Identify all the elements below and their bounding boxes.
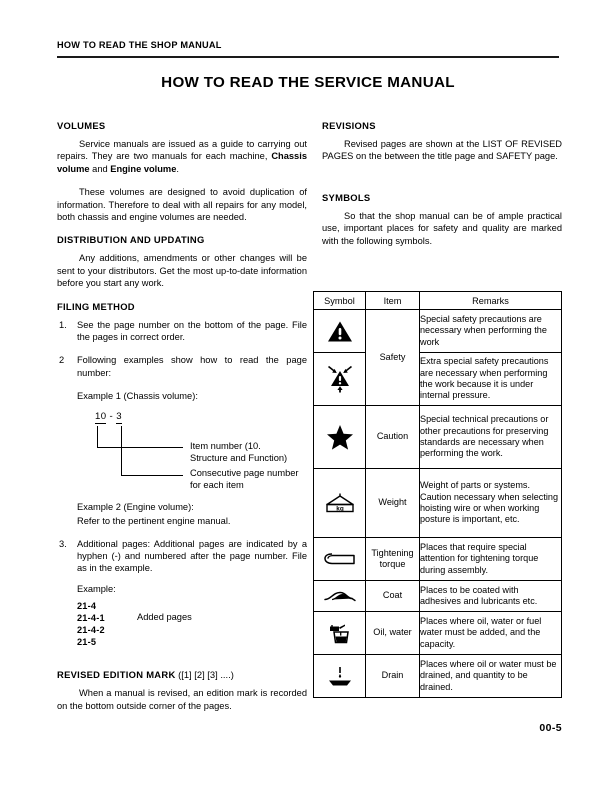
filing-method-steps — [57, 319, 307, 380]
symbols-paragraph-1: So that the shop manual can be of ample practical use, important places for safety and quality are marked with the following symbols. — [322, 210, 562, 246]
column-header-remarks: Remarks — [420, 292, 562, 310]
page-number-folio: 00-5 — [539, 722, 562, 734]
symbols-table-header-row — [314, 292, 562, 310]
leader-hline-item — [97, 447, 183, 448]
example-2-text: Refer to the pertinent engine manual. — [77, 516, 231, 527]
column-header-symbol: Symbol — [314, 292, 366, 310]
table-row — [314, 581, 562, 612]
coat-brush-icon — [314, 581, 365, 611]
item-cell-weight: Weight — [366, 469, 420, 538]
item-cell-drain: Drain — [366, 655, 420, 698]
example-page-number: 21-4-2 — [77, 624, 105, 635]
left-column — [57, 120, 307, 723]
filing-step-1 — [59, 319, 307, 344]
table-row — [314, 406, 562, 469]
volumes-p1-text-e: . — [176, 163, 179, 174]
volumes-paragraph-1 — [57, 138, 307, 175]
filing-step-2-text: Following examples show how to read the page number: — [77, 355, 307, 378]
symbol-cell-oil-water — [314, 612, 366, 655]
remarks-cell: Places where oil, water or fuel water must be added, and the capacity. — [420, 612, 562, 655]
filing-step-3-text: Additional pages: Additional pages are indicated by a hyphen (-) and numbered after the page number. File as in the example. — [77, 538, 307, 574]
remarks-cell: Special safety precautions are necessary when performing the work — [420, 310, 562, 353]
filing-step-2 — [59, 354, 307, 379]
filing-step-2-number: 2 — [59, 355, 65, 366]
drain-icon — [314, 655, 365, 697]
leader-vline-item — [97, 426, 98, 448]
oil-can-icon — [314, 612, 365, 654]
table-row — [314, 655, 562, 698]
symbol-cell-pressure-warning — [314, 353, 366, 406]
symbol-cell-wrench — [314, 538, 366, 581]
svg-text:kg: kg — [335, 505, 344, 513]
diagram-dash: - — [106, 410, 117, 422]
remarks-cell: Places that require special attention for tightening torque during assembly. — [420, 538, 562, 581]
table-row — [314, 612, 562, 655]
filing-step-1-number: 1. — [59, 319, 67, 330]
pressure-warning-icon — [314, 353, 365, 405]
chassis-volume-term: Chassis volume — [57, 151, 307, 174]
star-icon — [314, 406, 365, 468]
consecutive-number-digit: 3 — [116, 410, 122, 422]
section-heading-volumes: VOLUMES — [57, 120, 106, 131]
filing-step-3-number: 3. — [59, 538, 67, 549]
distribution-paragraph-1: Any additions, amendments or other changes will be sent to your distributors. Get the most up-to-date information before you start any work. — [57, 253, 307, 289]
example-label: Example: — [77, 583, 116, 594]
example-1-label: Example 1 (Chassis volume): — [77, 391, 198, 402]
diagram-label-item-number: Item number (10. Structure and Function) — [190, 440, 288, 463]
example-page-number: 21-4-1 — [77, 612, 105, 623]
symbol-cell-drain — [314, 655, 366, 698]
item-cell-coat: Coat — [366, 581, 420, 612]
remarks-cell: Places to be coated with adhesives and lubricants etc. — [420, 581, 562, 612]
symbol-cell-weight — [314, 469, 366, 538]
item-cell-tightening-torque: Tightening torque — [366, 538, 420, 581]
filing-step-1-text: See the page number on the bottom of the page. File the pages in correct order. — [77, 319, 307, 343]
volumes-p1-text-a: Service manuals are issued as a guide to carrying out repairs. They are two manuals for each machine, — [57, 139, 307, 162]
section-heading-revised-edition-mark — [57, 669, 307, 680]
header-rule — [57, 56, 559, 58]
example-1-block — [77, 390, 307, 527]
table-row — [314, 310, 562, 353]
filing-step-3 — [59, 538, 307, 575]
added-pages-note: Added pages — [137, 612, 192, 623]
revised-edition-heading-light: ([1] [2] [3] ....) — [175, 669, 234, 681]
revisions-paragraph-1: Revised pages are shown at the LIST OF REVISED PAGES on the between the title page and SAFETY page. — [322, 139, 562, 162]
running-header: HOW TO READ THE SHOP MANUAL — [57, 40, 222, 50]
revised-edition-paragraph-1: When a manual is revised, an edition mark is recorded on the bottom outside corner of the pages. — [57, 688, 307, 711]
section-heading-symbols: SYMBOLS — [322, 191, 371, 203]
page-number-sample — [95, 411, 122, 422]
filing-method-steps-continued — [57, 538, 307, 575]
volumes-p1-text-c: and — [89, 163, 111, 174]
section-heading-distribution: DISTRIBUTION AND UPDATING — [57, 234, 205, 246]
right-column — [322, 120, 562, 258]
column-header-item: Item — [366, 292, 420, 310]
item-cell-oil-water: Oil, water — [366, 612, 420, 655]
example-page-numbers — [77, 601, 307, 653]
volumes-paragraph-2: These volumes are designed to avoid duplication of information. Therefore to deal with all repairs for any model, both chassis and engine volumes are needed. — [57, 187, 307, 223]
leader-hline-consecutive — [121, 475, 183, 476]
warning-triangle-icon — [314, 310, 365, 352]
section-heading-revisions: REVISIONS — [322, 120, 376, 131]
remarks-cell: Special technical precautions or other precautions for preserving standards are necessary when performing the work. — [420, 406, 562, 469]
item-cell-caution: Caution — [366, 406, 420, 469]
symbols-table-container — [313, 291, 561, 698]
symbol-cell-star — [314, 406, 366, 469]
symbol-cell-warning-triangle — [314, 310, 366, 353]
leader-vline-consecutive — [121, 426, 122, 476]
engine-volume-term: Engine volume — [110, 163, 177, 174]
remarks-cell: Weight of parts or systems. Caution necessary when selecting hoisting wire or when working posture is important, etc. — [420, 469, 562, 538]
table-row — [314, 353, 562, 406]
table-row — [314, 538, 562, 581]
example-2-label: Example 2 (Engine volume): — [77, 501, 194, 512]
table-row — [314, 469, 562, 538]
weight-hook-icon — [314, 469, 365, 537]
remarks-cell: Places where oil or water must be drained, and quantity to be drained. — [420, 655, 562, 698]
item-number-digits: 10 — [95, 410, 107, 422]
diagram-label-consecutive-number: Consecutive page number for each item — [190, 467, 299, 490]
symbol-cell-coat — [314, 581, 366, 612]
page-title: HOW TO READ THE SERVICE MANUAL — [161, 74, 455, 91]
page-number-diagram — [77, 411, 327, 495]
symbols-table — [313, 291, 562, 698]
example-page-number: 21-5 — [77, 636, 97, 647]
remarks-cell: Extra special safety precautions are necessary when performing the work because it is under internal pressure. — [420, 353, 562, 406]
revised-edition-heading-bold: REVISED EDITION MARK — [57, 669, 176, 681]
example-page-number: 21-4 — [77, 601, 97, 612]
wrench-icon — [314, 538, 365, 580]
section-heading-filing-method: FILING METHOD — [57, 300, 135, 312]
item-cell-safety: Safety — [366, 310, 420, 406]
